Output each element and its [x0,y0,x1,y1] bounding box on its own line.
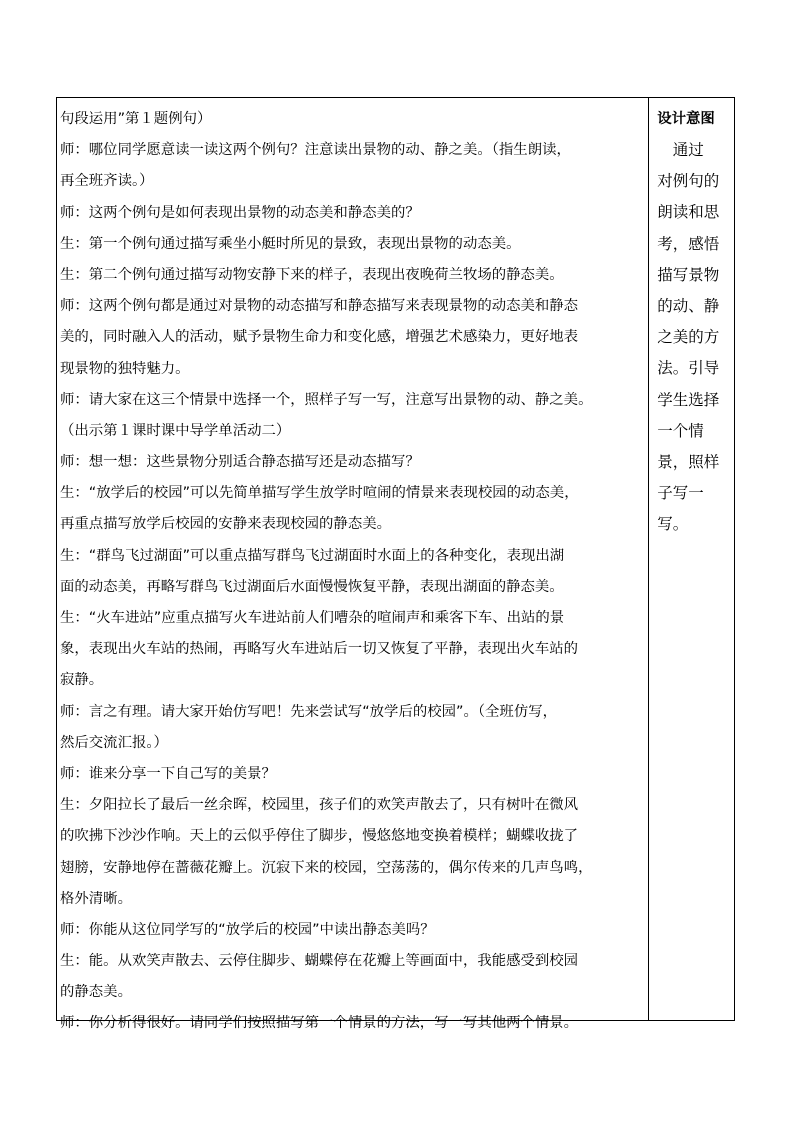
lesson-table [56,97,735,1032]
intent-line: 学生选择 [657,390,720,409]
text-line: 寂静。 [60,672,104,689]
text-line: 的吹拂下沙沙作响。天上的云似乎停住了脚步，慢悠悠地变换着模样；蝴蝶收拢了 [60,828,579,845]
text-line: 生：第二个例句通过描写动物安静下来的样子，表现出夜晚荷兰牧场的静态美。 [60,266,564,283]
text-line: （出示第１课时课中导学单活动二） [60,422,291,439]
intent-line: 描写景物 [657,265,720,284]
intent-line: 景，照样 [657,452,720,471]
design-intent-text [657,135,729,540]
intent-line: 子写一 [657,484,704,503]
text-line: 师：请大家在这三个情景中选择一个，照样子写一写，注意写出景物的动、静之美。 [60,391,593,408]
text-line: 象，表现出火车站的热闹，再略写火车进站后一切又恢复了平静，表现出火车站的 [60,641,579,658]
text-line: 生：能。从欢笑声散去、云停住脚步、蝴蝶停在花瓣上等画面中，我能感受到校园 [60,953,579,970]
text-line: 生：第一个例句通过描写乘坐小艇时所见的景致，表现出景物的动态美。 [60,235,521,252]
text-line: 格外清晰。 [60,890,132,907]
text-line: 美的，同时融入人的活动，赋予景物生命力和变化感，增强艺术感染力，更好地表 [60,329,579,346]
text-line: 再重点描写放学后校园的安静来表现校园的静态美。 [60,516,391,533]
text-line: 然后交流汇报。） [60,734,168,751]
text-line: 生：“放学后的校园”可以先简单描写学生放学时喧闹的情景来表现校园的动态美， [60,485,579,502]
intent-line: 法。引导 [657,359,720,378]
text-line: 现景物的独特魅力。 [60,360,190,377]
text-line: 的静态美。 [60,984,132,1001]
text-line: 面的动态美，再略写群鸟飞过湖面后水面慢慢恢复平静，表现出湖面的静态美。 [60,578,564,595]
text-line: 师：这两个例句都是通过对景物的动态描写和静态描写来表现景物的动态美和静态 [60,298,579,315]
intent-line: 一个情 [657,421,704,440]
text-line: 再全班齐读。） [60,173,154,190]
intent-line: 朗读和思 [657,203,720,222]
text-line: 生：夕阳拉长了最后一丝余晖，校园里，孩子们的欢笑声散去了，只有树叶在微风 [60,797,579,814]
intent-line: 对例句的 [657,172,720,191]
text-line: 翅膀，安静地停在蔷薇花瓣上。沉寂下来的校园，空荡荡的，偶尔传来的几声鸟鸣， [60,859,593,876]
text-line: 句段运用”第１题例句） [60,111,212,127]
intent-line: 写。 [657,515,689,534]
text-line: 师：你能从这位同学写的“放学后的校园”中读出静态美吗？ [60,921,435,938]
text-line: 师：你分析得很好。请同学们按照描写第一个情景的方法，写一写其他两个情景。 [60,1015,579,1032]
intent-line: 通过 [657,141,704,159]
text-line: 师：谁来分享一下自己写的美景？ [60,765,276,782]
text-line: 师：这两个例句是如何表现出景物的动态美和静态美的？ [60,204,420,221]
text-line: 师：言之有理。请大家开始仿写吧！先来尝试写“放学后的校园”。（全班仿写， [60,703,557,720]
design-intent-cell [649,98,734,1020]
text-line: 师：想一想：这些景物分别适合静态描写还是动态描写？ [60,454,420,471]
text-line: 师：哪位同学愿意读一读这两个例句？注意读出景物的动、静之美。（指生朗读， [60,142,571,159]
lesson-dialogue [60,104,646,1040]
intent-line: 之美的方 [657,328,720,347]
text-line: 生：“群鸟飞过湖面”可以重点描写群鸟飞过湖面时水面上的各种变化，表现出湖 [60,547,565,564]
lesson-content-cell [57,98,649,1032]
intent-line: 的动、静 [657,296,720,315]
text-line: 生：“火车进站”应重点描写火车进站前人们嘈杂的喧闹声和乘客下车、出站的景 [60,610,565,626]
design-intent-title: 设计意图 [657,111,715,127]
intent-line: 考，感悟 [657,234,720,253]
